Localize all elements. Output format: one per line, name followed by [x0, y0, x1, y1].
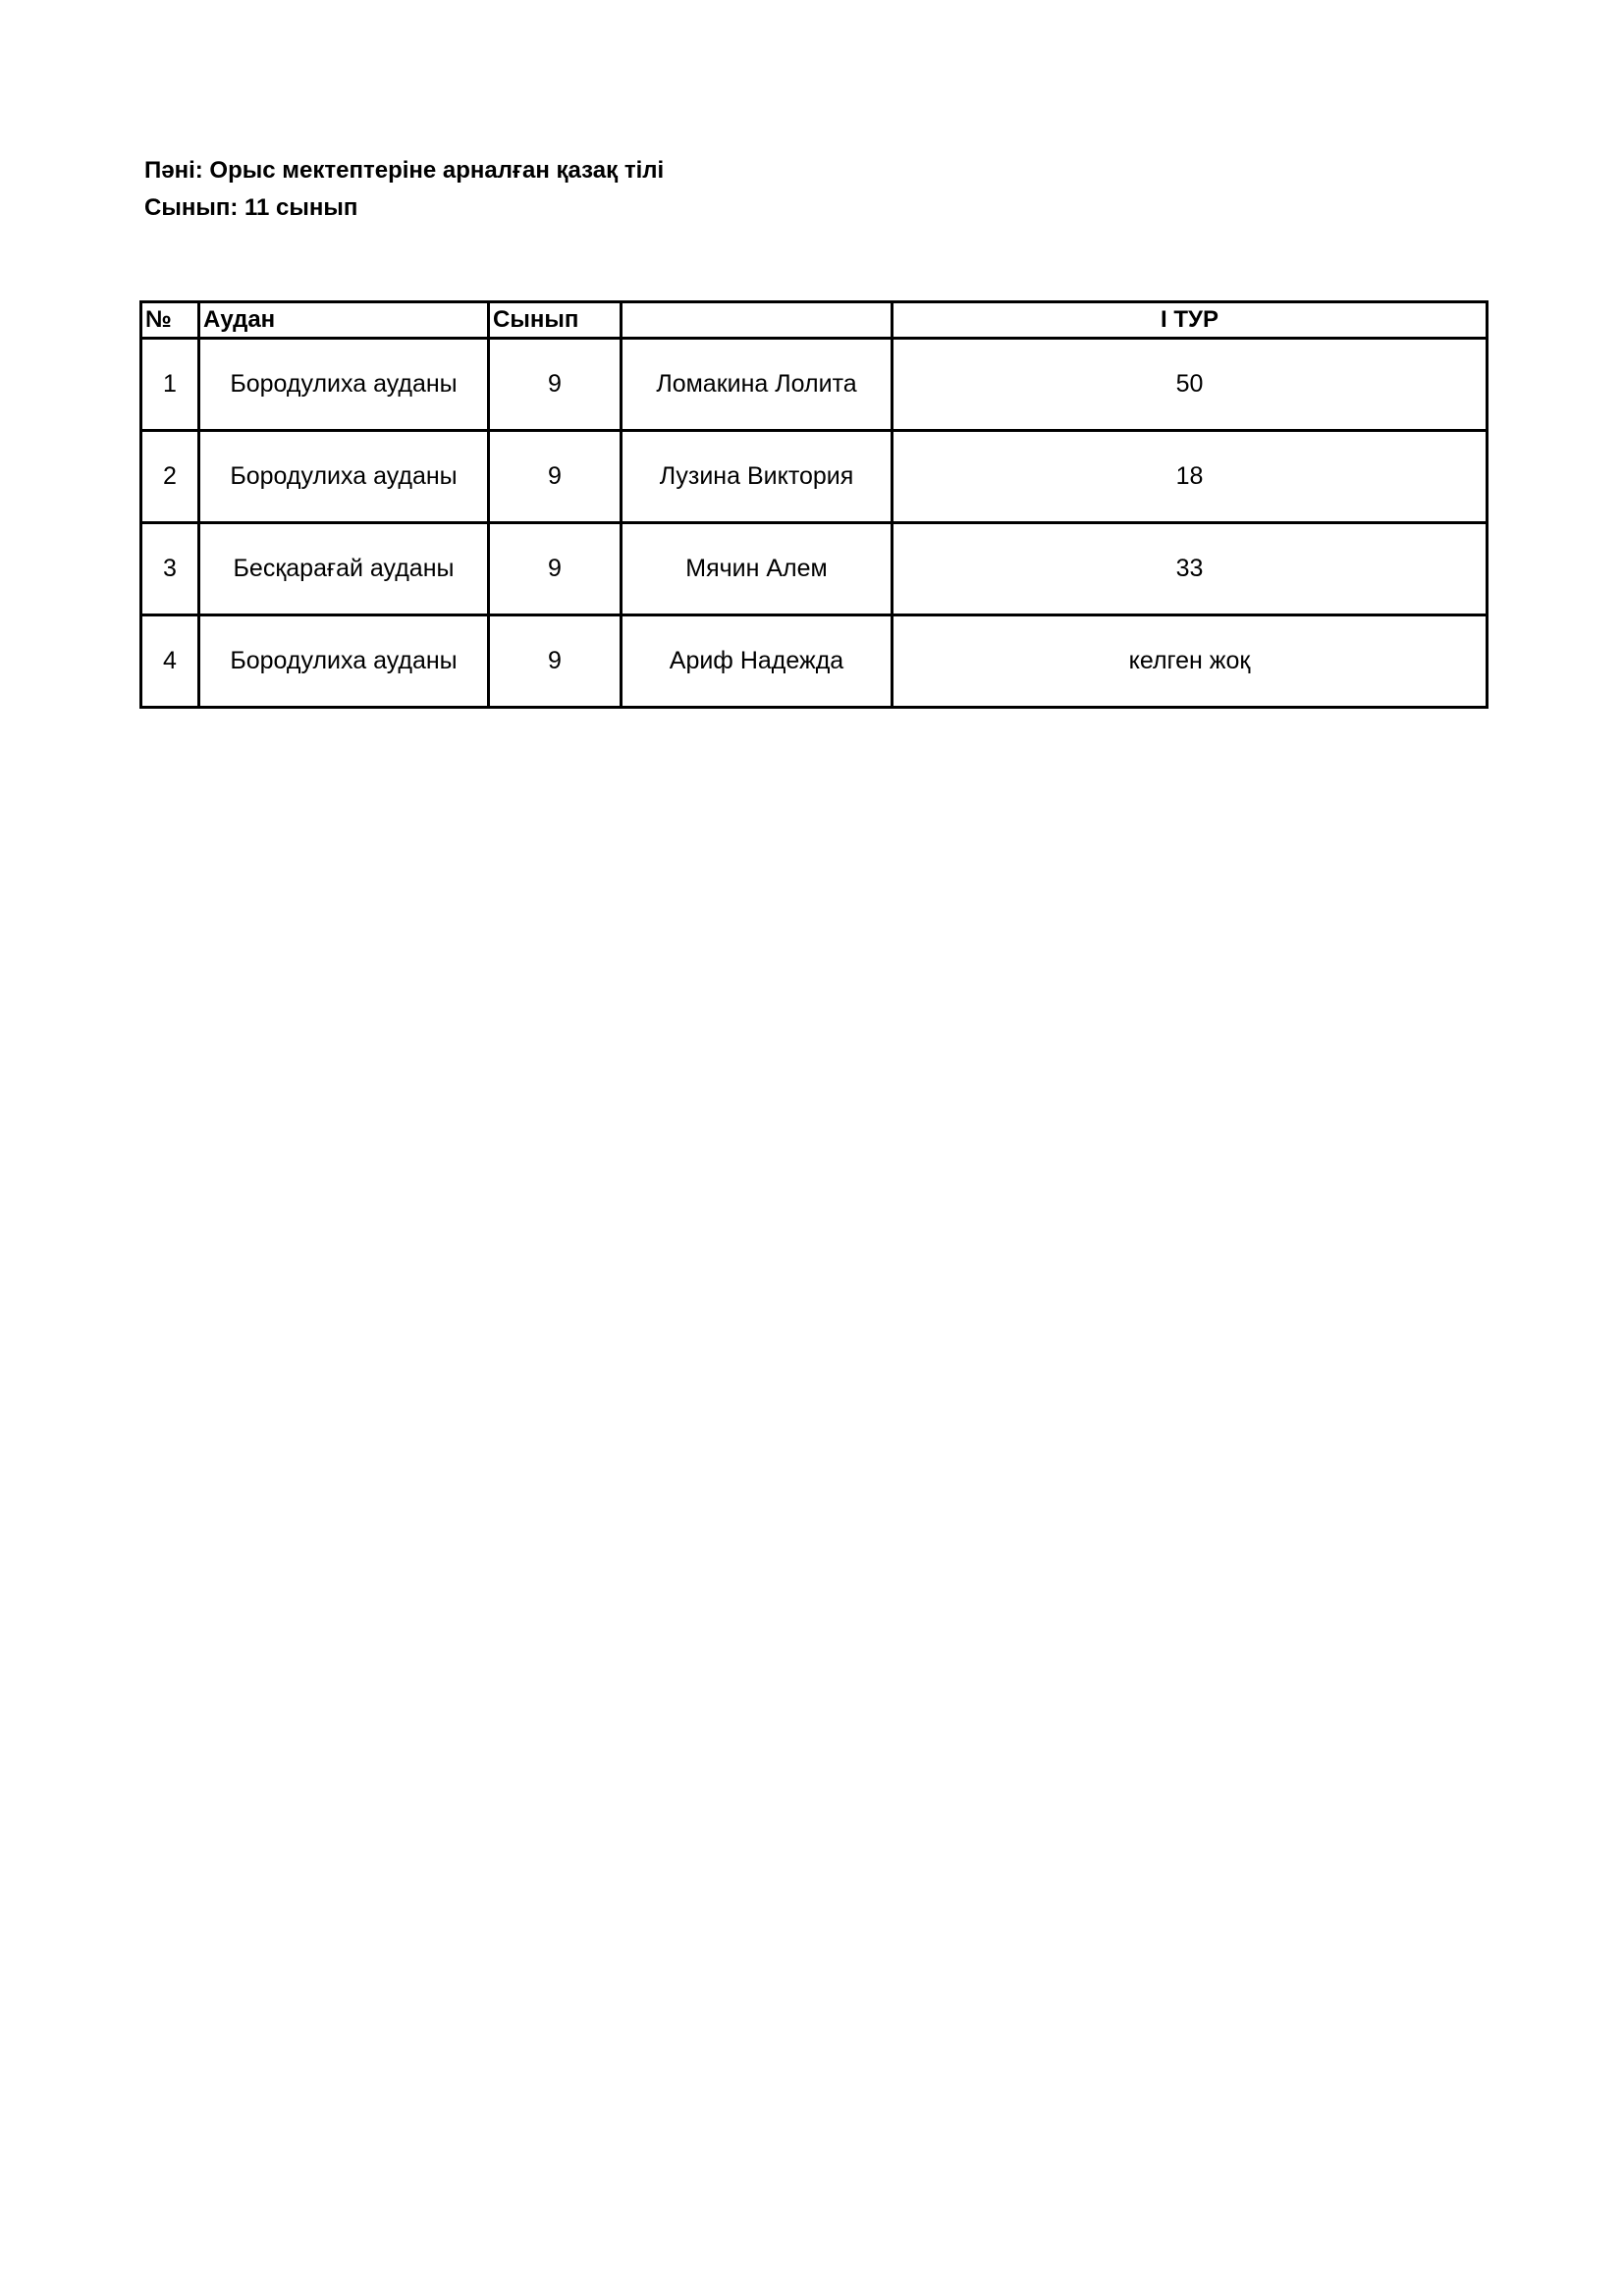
cell-district: Бородулиха ауданы	[199, 615, 489, 708]
column-header-district: Аудан	[199, 302, 489, 339]
subject-title: Пәні: Орыс мектептеріне арналған қазақ тілі	[144, 157, 665, 184]
grade-title: Сынып: 11 сынып	[144, 194, 358, 221]
document-header	[144, 152, 664, 227]
cell-number: 4	[141, 615, 199, 708]
cell-name: Ломакина Лолита	[622, 339, 893, 431]
results-table	[139, 300, 1489, 709]
cell-district: Бородулиха ауданы	[199, 339, 489, 431]
cell-name: Ариф Надежда	[622, 615, 893, 708]
cell-score: 50	[893, 339, 1488, 431]
table-header-row	[141, 302, 1488, 339]
column-header-grade: Сынып	[489, 302, 622, 339]
table-row	[141, 431, 1488, 523]
cell-name: Лузина Виктория	[622, 431, 893, 523]
cell-district: Бесқарағай ауданы	[199, 523, 489, 615]
cell-number: 2	[141, 431, 199, 523]
column-header-name	[622, 302, 893, 339]
column-header-number: №	[141, 302, 199, 339]
cell-grade: 9	[489, 339, 622, 431]
cell-grade: 9	[489, 431, 622, 523]
cell-score: 18	[893, 431, 1488, 523]
cell-number: 3	[141, 523, 199, 615]
table-row	[141, 615, 1488, 708]
cell-number: 1	[141, 339, 199, 431]
cell-grade: 9	[489, 523, 622, 615]
table-row	[141, 339, 1488, 431]
cell-name: Мячин Алем	[622, 523, 893, 615]
cell-score: 33	[893, 523, 1488, 615]
cell-score: келген жоқ	[893, 615, 1488, 708]
table-row	[141, 523, 1488, 615]
column-header-round-1: I ТУР	[893, 302, 1488, 339]
cell-district: Бородулиха ауданы	[199, 431, 489, 523]
cell-grade: 9	[489, 615, 622, 708]
